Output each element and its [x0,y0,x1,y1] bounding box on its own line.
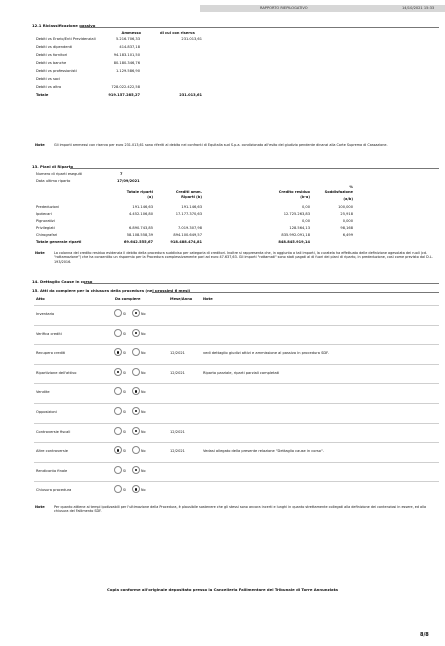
riparti-row-crediti: 191.146,63 [181,205,202,209]
atti-row-separator [34,364,439,365]
atti-row-label: Altre controversie [36,449,68,454]
atti-row-note: vedi dettaglio giudizi attivi e ammissione al passivo in procedura SDF. [203,351,329,356]
atti-row-note: Vedasi allegato della presente relazione "Dettaglio cause in corso". [203,449,324,454]
section-15-note-label: Note [35,505,45,509]
riparti-row-soddisfazione: 6,499 [342,233,353,237]
radio-si[interactable] [114,329,122,337]
radio-si[interactable] [114,407,122,415]
radio-si-label: Si [123,488,127,493]
radio-si[interactable] [114,387,122,395]
atti-row-mese: 12/2021 [170,429,185,434]
passivo-row-label: Debiti vs dipendenti [36,45,73,49]
riparti-row-residuo: 0,00 [301,205,310,209]
atti-row-label: Vendite [36,390,50,395]
riparti-row-label: Pignoratizi [36,219,55,223]
passivo-row-ammesso: 5.216.706,33 [115,37,140,41]
atti-row-mese: 12/2021 [170,449,185,454]
atti-row-label: Ripartizione dell'attivo [36,370,77,375]
atti-row-label: Controversie fiscali [36,429,71,434]
riparti-row-crediti: 7.019.307,98 [177,226,202,230]
radio-si[interactable] [114,466,122,474]
section-13-rule [70,168,439,169]
data-ultimo-riparto-value: 17/09/2021 [117,179,140,183]
page-number: 8/8 [420,632,429,638]
col-soddisfazione-sub: (a/b) [343,197,353,201]
numero-riparti-label: Numero di riparti eseguiti [36,172,83,176]
atti-row-separator [34,344,439,345]
atti-row-label: Rendiconto finale [36,468,68,473]
atti-row-mese: 12/2021 [170,370,185,375]
atti-row-separator [34,305,439,306]
radio-no[interactable] [132,368,140,376]
passivo-row-label: Debiti vs altro [36,85,62,89]
col-atto-header: Atto [36,297,45,301]
radio-no[interactable] [132,309,140,317]
radio-no-label: No [141,468,146,473]
col-crediti-amm: Crediti amm. [175,190,202,194]
passivo-row-ammesso: 80.180.346,76 [113,61,140,65]
col-note-header: Note [203,297,213,301]
passivo-row-label: Debiti vs soci [36,77,60,81]
riparti-row-label: Ipotecari [36,212,52,216]
passivo-row-ammesso: 414.837,18 [119,45,140,49]
radio-no[interactable] [132,407,140,415]
radio-si[interactable] [114,309,122,317]
passivo-row-riserva: 231.013,61 [181,37,202,41]
section-13-note-label: Note [35,251,45,255]
col-totale-riparti-sub: (a) [147,195,153,199]
section-14-title: 14. Dettaglio Cause in corso [32,279,93,284]
radio-si-label: Si [123,468,127,473]
col-riserva-header: di cui con riserva [160,31,195,35]
radio-no-label: No [141,370,146,375]
riparti-row-crediti: 17.177.370,63 [175,212,202,216]
radio-no-label: No [141,429,146,434]
riparti-row-residuo: 128.564,13 [289,226,310,230]
section-15-note-text: Per quanto attiene ai tempi ipotizzabili per l'ultimazione della Procedura, è plausibile sostenere che gli stessi sono ancora incerti e lunghi in quanto strettamente collegati alla definizione dei contenziosi in essere, ed alla chiusura del Fallimento SDF. [54,505,427,514]
col-soddisfazione-pct: % [349,185,353,189]
section-15-rule [152,292,439,293]
passivo-row-ammesso: 94.183.101,50 [113,53,140,57]
riparti-row-totale: 69.642.555,67 [123,240,153,244]
riparti-row-soddisfazione: 100,000 [338,205,353,209]
passivo-row-riserva: 231.013,61 [179,93,202,97]
radio-no[interactable] [132,466,140,474]
radio-si-label: Si [123,331,127,336]
riparti-row-crediti: 918.488.474,81 [170,240,202,244]
radio-si[interactable] [114,485,122,493]
atti-row-separator [34,423,439,424]
riparti-row-label: Chirografari [36,233,58,237]
passivo-row-ammesso: 728.022.422,58 [111,85,140,89]
radio-no-label: No [141,390,146,395]
radio-si-label: Si [123,370,127,375]
atti-row-separator [34,462,439,463]
data-ultimo-riparto-label: Data ultimo riparto [36,179,71,183]
radio-si-label: Si [123,410,127,414]
riparti-row-totale: 6.890.743,85 [128,226,153,230]
col-da-compiere-header: Da compiere [115,297,141,301]
atti-row-note: Riparto parziale, riparti parziali completati [203,370,280,375]
radio-no[interactable] [132,387,140,395]
radio-no-label: No [141,410,146,414]
numero-riparti-value: 7 [120,172,123,176]
riparti-row-totale: 191.146,63 [132,205,153,209]
riparti-row-totale: 4.452.106,80 [128,212,153,216]
riparti-row-soddisfazione: 98,168 [340,226,353,230]
atti-row-label: Chiusura procedura [36,488,72,493]
col-mese-header: Mese/Anno [170,297,193,301]
radio-si[interactable] [114,427,122,435]
passivo-row-label: Debiti vs banche [36,61,67,65]
radio-no-label: No [141,351,146,356]
col-soddisfazione: Soddisfazione [324,190,353,194]
section-14-rule [84,283,439,284]
passivo-row-label: Debiti vs professionisti [36,69,77,73]
radio-si-label: Si [123,429,127,434]
riparti-row-residuo: 835.992.091,18 [281,233,310,237]
col-ammesso-header: Ammesso [121,31,141,35]
riparti-row-soddisfazione: 25,918 [340,212,353,216]
section-12-1-note-label: Note [35,143,45,147]
col-crediti-amm-sub: Riparti (b) [181,195,202,199]
radio-no[interactable] [132,446,140,454]
atti-row-label: Opposizioni [36,410,57,414]
passivo-row-ammesso: 1.129.586,90 [115,69,140,73]
header-title: RAPPORTO RIEPILOGATIVO [260,6,308,10]
col-credito-residuo-sub: (b-a) [300,195,310,199]
radio-no[interactable] [132,427,140,435]
section-13-title: 13. Piani di Riparto [32,164,74,169]
radio-si-label: Si [123,351,127,356]
passivo-row-label: Totale [36,93,49,97]
passivo-row-label: Debiti vs fornitori [36,53,68,57]
radio-no[interactable] [132,485,140,493]
atti-row-separator [34,481,439,482]
atti-row-separator [34,403,439,404]
radio-si-label: Si [123,449,127,454]
atti-row-separator [34,442,439,443]
radio-no-label: No [141,312,146,316]
section-15-title: 15. Atti da compiere per la chiusura della procedura (nei prossimi 6 mesi) [32,288,191,293]
radio-si[interactable] [114,348,122,356]
atti-row-label: Verifica crediti [36,331,62,336]
section-12-1-note-text: Gli importi ammessi con riserva per euro 231.013,61 sono riferiti al debito nei confronti di Equitalia sud S.p.a. condizionato all'esito del giudizio pendente dinanzi alla Corte Suprema di Cassazione. [54,143,388,147]
riparti-row-crediti: 894.100.649,57 [173,233,202,237]
riparti-row-soddisfazione: 0,000 [342,219,353,223]
radio-no[interactable] [132,348,140,356]
passivo-row-label: Debiti vs Erario/Enti Previdenziali [36,37,96,41]
atti-row-label: Recupero crediti [36,351,66,356]
radio-no-label: No [141,488,146,493]
radio-si[interactable] [114,368,122,376]
riparti-row-residuo: 848.845.919,14 [278,240,310,244]
radio-si[interactable] [114,446,122,454]
riparti-row-residuo: 12.725.263,83 [283,212,310,216]
col-credito-residuo: Credito residuo [278,190,310,194]
radio-no-label: No [141,331,146,336]
riparti-row-totale: 58.108.558,39 [126,233,153,237]
section-13-note-text: La colonna del credito residuo evidenzia il debito della procedura suddiviso per categoria di creditori. Inoltre si rappresenta che, in aggiunta a tali importi, la curatela ha effettuato delle definizione agevolata dei ruoli (cd. "rottamazione") che ha consentito un risparmio per la Procedura complessivamente pari ad euro 47.637,63. Gli importi "rottamati" sono stati pagati al di fuori dei piani di riparto, in prededuzione, così come previsto dal D.L. 193/2016. [54,251,433,264]
riparti-row-residuo: 0,00 [301,219,310,223]
col-totale-riparti: Totale riparti [126,190,153,194]
atti-row-mese: 12/2021 [170,351,185,356]
section-12-1-title: 12.1 Riclassificazione passivo [32,23,96,28]
riparti-row-label: Prededuzioni [36,205,60,209]
radio-no-label: No [141,449,146,454]
atti-row-separator [34,383,439,384]
riparti-row-label: Privilegiati [36,226,55,230]
radio-si-label: Si [123,312,127,316]
passivo-row-ammesso: 919.157.285,27 [108,93,140,97]
riparti-row-label: Totale generale riparti [36,240,82,244]
atti-row-label: Inventario [36,312,55,316]
atti-row-separator [34,325,439,326]
radio-si-label: Si [123,390,127,395]
header-date: 14/10/2021 15:33 [402,6,435,10]
footer-text: Copia conforme all'originale depositato presso la Cancelleria Fallimentare del Tribunale di Torre Annunziata [107,587,338,592]
radio-no[interactable] [132,329,140,337]
section-12-1-rule [80,27,439,28]
